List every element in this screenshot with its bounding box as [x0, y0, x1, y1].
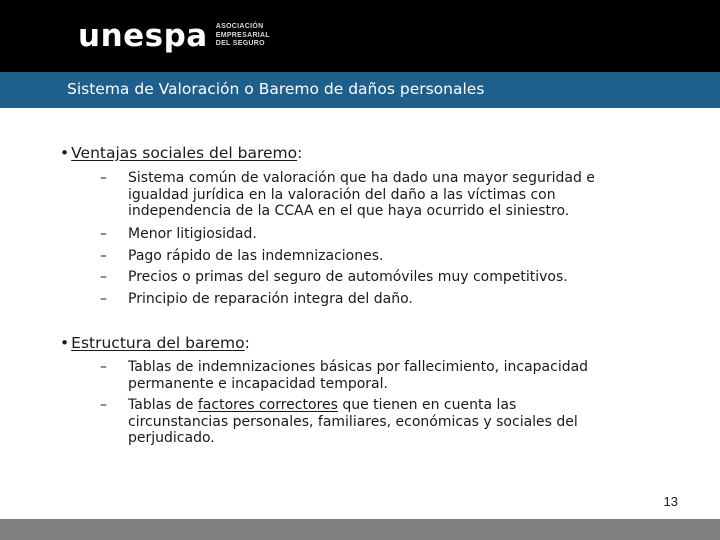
heading-estructura: Estructura del baremo — [71, 334, 245, 352]
unespa-logo — [78, 18, 270, 54]
logo-wordmark: unespa — [78, 18, 208, 54]
slide-title: Sistema de Valoración o Baremo de daños personales — [67, 80, 485, 98]
bullet-ventajas: • Ventajas sociales del baremo: — [60, 144, 303, 162]
bullet-estructura: • Estructura del baremo: — [60, 334, 250, 352]
footer-bar — [0, 519, 720, 540]
heading-ventajas: Ventajas sociales del baremo — [71, 144, 298, 162]
header-bar — [0, 0, 720, 72]
title-bar — [0, 72, 720, 108]
factores-correctores-link[interactable]: factores correctores — [197, 397, 338, 413]
logo-subtitle: ASOCIACIÓN EMPRESARIAL DEL SEGURO — [215, 23, 270, 48]
page-number: 13 — [663, 494, 678, 509]
